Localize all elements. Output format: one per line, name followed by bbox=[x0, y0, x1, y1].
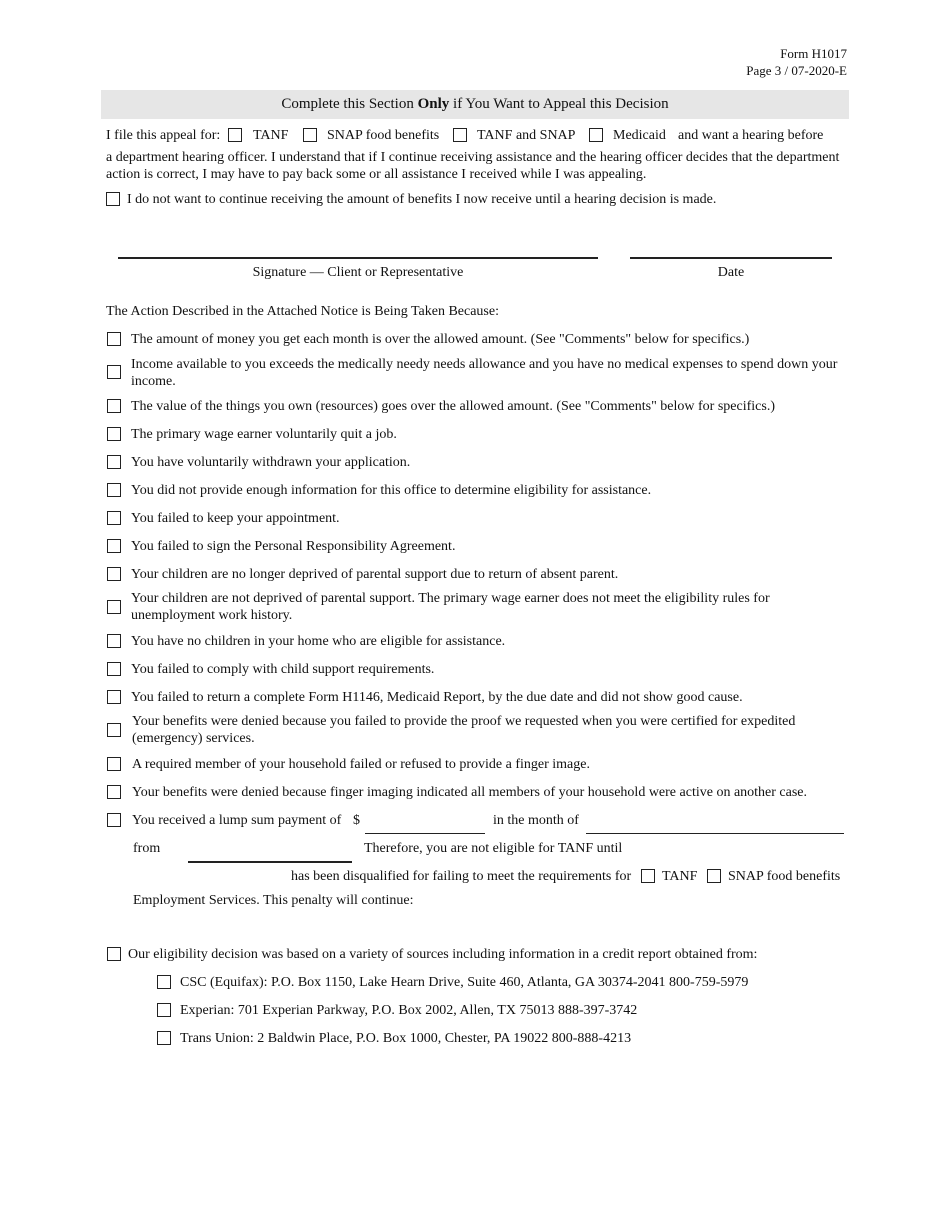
date-label: Date bbox=[717, 265, 745, 280]
appeal-medicaid-label: Medicaid bbox=[613, 128, 666, 143]
currency-symbol: $ bbox=[353, 813, 360, 828]
reason-checkbox[interactable] bbox=[107, 567, 121, 581]
reason-label: Your benefits were denied because you failed to provide the proof we requested when you were certified for expedited (emergency) services. bbox=[132, 714, 796, 746]
banner-text-post: if You Want to Appeal this Decision bbox=[449, 96, 669, 112]
signature-label: Signature — Client or Representative bbox=[252, 265, 464, 280]
appeal-continuation: a department hearing officer. I understand that if I continue receiving assistance and the hearing officer decides that the department action is correct, I may have to pay back some or all assistance I received while I was appealing. bbox=[106, 150, 840, 182]
appeal-tanf-checkbox[interactable] bbox=[228, 128, 242, 142]
reason-checkbox[interactable] bbox=[107, 785, 121, 799]
signature-line[interactable] bbox=[118, 257, 598, 259]
reason-label: The primary wage earner voluntarily quit a job. bbox=[131, 427, 397, 442]
appeal-tanf-label: TANF bbox=[253, 128, 289, 143]
credit-report-checkbox[interactable] bbox=[107, 947, 121, 961]
appeal-snap-label: SNAP food benefits bbox=[327, 128, 440, 143]
from-field[interactable] bbox=[188, 861, 352, 863]
form-header bbox=[746, 45, 847, 79]
reason-checkbox[interactable] bbox=[107, 455, 121, 469]
reason-label: You have voluntarily withdrawn your application. bbox=[131, 455, 411, 470]
section-banner bbox=[101, 90, 849, 119]
reason-checkbox[interactable] bbox=[107, 757, 121, 771]
experian-checkbox[interactable] bbox=[157, 1003, 171, 1017]
reason-label: A required member of your household failed or refused to provide a finger image. bbox=[132, 757, 590, 772]
reason-checkbox[interactable] bbox=[107, 600, 121, 614]
disqualified-tanf-checkbox[interactable] bbox=[641, 869, 655, 883]
appeal-medicaid-checkbox[interactable] bbox=[589, 128, 603, 142]
lump-sum-month-field[interactable] bbox=[586, 833, 844, 834]
reason-checkbox[interactable] bbox=[107, 332, 121, 346]
lump-sum-label: You received a lump sum payment of bbox=[132, 813, 342, 828]
disqualified-label: has been disqualified for failing to meet the requirements for bbox=[291, 869, 632, 884]
equifax-label: CSC (Equifax): P.O. Box 1150, Lake Hearn Drive, Suite 460, Atlanta, GA 30374-2041 800-759-5979 bbox=[180, 975, 749, 990]
reason-checkbox[interactable] bbox=[107, 511, 121, 525]
month-label: in the month of bbox=[493, 813, 579, 828]
transunion-checkbox[interactable] bbox=[157, 1031, 171, 1045]
appeal-intro: I file this appeal for: bbox=[106, 128, 221, 143]
reason-label: You failed to keep your appointment. bbox=[131, 511, 340, 526]
reason-checkbox[interactable] bbox=[107, 483, 121, 497]
equifax-checkbox[interactable] bbox=[157, 975, 171, 989]
transunion-label: Trans Union: 2 Baldwin Place, P.O. Box 1000, Chester, PA 19022 800-888-4213 bbox=[180, 1031, 632, 1046]
appeal-tanf-snap-label: TANF and SNAP bbox=[477, 128, 576, 143]
reason-checkbox[interactable] bbox=[107, 427, 121, 441]
reason-label: Your children are no longer deprived of parental support due to return of absent parent. bbox=[131, 567, 619, 582]
reason-label: The value of the things you own (resources) goes over the allowed amount. (See "Comments" below for specifics.) bbox=[131, 399, 775, 414]
reason-label: You have no children in your home who are eligible for assistance. bbox=[131, 634, 506, 649]
page-info: Page 3 / 07-2020-E bbox=[746, 63, 847, 78]
no-continue-label: I do not want to continue receiving the amount of benefits I now receive until a hearing decision is made. bbox=[127, 192, 717, 207]
from-label: from bbox=[133, 841, 161, 856]
reason-checkbox[interactable] bbox=[107, 539, 121, 553]
appeal-tanf-snap-checkbox[interactable] bbox=[453, 128, 467, 142]
credit-report-label: Our eligibility decision was based on a variety of sources including information in a credit report obtained from: bbox=[128, 947, 758, 962]
reason-label: Your benefits were denied because finger imaging indicated all members of your household were active on another case. bbox=[132, 785, 808, 800]
reason-checkbox[interactable] bbox=[107, 690, 121, 704]
reason-label: Income available to you exceeds the medically needy needs allowance and you have no medical expenses to spend down your income. bbox=[131, 357, 838, 389]
form-number: Form H1017 bbox=[780, 46, 847, 61]
reason-label: You failed to sign the Personal Responsibility Agreement. bbox=[131, 539, 456, 554]
banner-text-pre: Complete this Section bbox=[281, 96, 418, 112]
reason-checkbox[interactable] bbox=[107, 365, 121, 379]
appeal-tail: and want a hearing before bbox=[678, 128, 824, 143]
reason-checkbox[interactable] bbox=[107, 723, 121, 737]
reason-checkbox[interactable] bbox=[107, 662, 121, 676]
lump-sum-checkbox[interactable] bbox=[107, 813, 121, 827]
no-continue-checkbox[interactable] bbox=[106, 192, 120, 206]
banner-text-bold: Only bbox=[417, 96, 450, 112]
date-line[interactable] bbox=[630, 257, 832, 259]
reason-label: Your children are not deprived of parental support. The primary wage earner does not meet the eligibility rules for unemployment work history. bbox=[131, 591, 770, 623]
reason-label: The amount of money you get each month is over the allowed amount. (See "Comments" below for specifics.) bbox=[131, 332, 750, 347]
disqualified-snap-checkbox[interactable] bbox=[707, 869, 721, 883]
reason-label: You failed to return a complete Form H1146, Medicaid Report, by the due date and did not show good cause. bbox=[131, 690, 743, 705]
appeal-snap-checkbox[interactable] bbox=[303, 128, 317, 142]
penalty-continuation: Employment Services. This penalty will continue: bbox=[133, 893, 414, 908]
reasons-heading: The Action Described in the Attached Notice is Being Taken Because: bbox=[106, 304, 499, 319]
reason-checkbox[interactable] bbox=[107, 399, 121, 413]
reason-checkbox[interactable] bbox=[107, 634, 121, 648]
therefore-label: Therefore, you are not eligible for TANF until bbox=[364, 841, 623, 856]
reason-label: You failed to comply with child support requirements. bbox=[131, 662, 435, 677]
lump-sum-amount-field[interactable] bbox=[365, 833, 485, 834]
disqualified-snap-label: SNAP food benefits bbox=[728, 869, 841, 884]
experian-label: Experian: 701 Experian Parkway, P.O. Box 2002, Allen, TX 75013 888-397-3742 bbox=[180, 1003, 638, 1018]
disqualified-tanf-label: TANF bbox=[662, 869, 698, 884]
reason-label: You did not provide enough information for this office to determine eligibility for assistance. bbox=[131, 483, 652, 498]
